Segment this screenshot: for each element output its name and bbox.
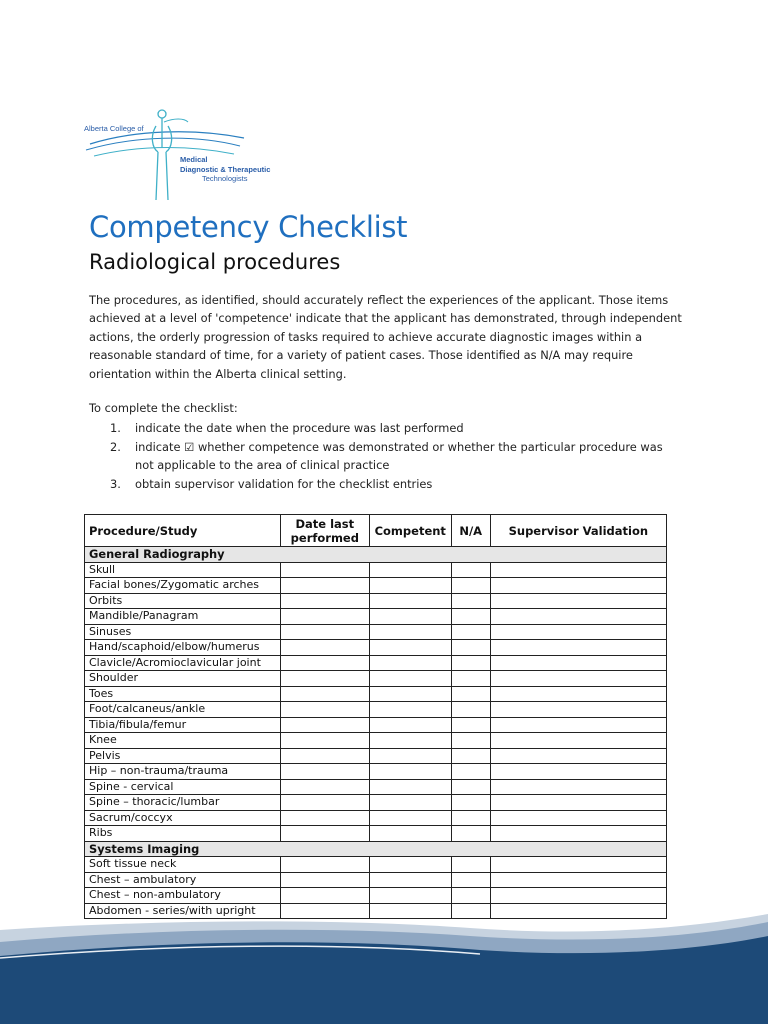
competent-cell[interactable] — [369, 733, 451, 749]
page-title: Competency Checklist — [89, 210, 408, 244]
page-subtitle: Radiological procedures — [89, 250, 341, 274]
na-cell[interactable] — [451, 655, 490, 671]
competent-cell[interactable] — [369, 562, 451, 578]
section-row — [85, 547, 667, 563]
table-row — [85, 795, 667, 811]
na-cell[interactable] — [451, 748, 490, 764]
section-row — [85, 841, 667, 857]
procedure-name: Shoulder — [85, 671, 281, 687]
table-row — [85, 578, 667, 594]
procedure-name: Skull — [85, 562, 281, 578]
procedure-name: Spine - cervical — [85, 779, 281, 795]
table-row — [85, 748, 667, 764]
competent-cell[interactable] — [369, 748, 451, 764]
procedure-name: Clavicle/Acromioclavicular joint — [85, 655, 281, 671]
procedure-name: Spine – thoracic/lumbar — [85, 795, 281, 811]
na-cell[interactable] — [451, 640, 490, 656]
footer-wave — [0, 900, 768, 1024]
date-cell[interactable] — [280, 764, 369, 780]
column-header: N/A — [451, 515, 490, 547]
table-row — [85, 702, 667, 718]
competent-cell[interactable] — [369, 702, 451, 718]
supervisor-cell[interactable] — [490, 810, 666, 826]
supervisor-cell[interactable] — [490, 578, 666, 594]
college-logo — [84, 108, 274, 208]
section-label: General Radiography — [85, 547, 667, 563]
supervisor-cell[interactable] — [490, 764, 666, 780]
date-cell[interactable] — [280, 624, 369, 640]
na-cell[interactable] — [451, 826, 490, 842]
competency-table — [84, 514, 667, 919]
procedure-name: Chest – non-ambulatory — [85, 888, 281, 904]
table-row — [85, 624, 667, 640]
na-cell[interactable] — [451, 609, 490, 625]
date-cell[interactable] — [280, 671, 369, 687]
na-cell[interactable] — [451, 671, 490, 687]
supervisor-cell[interactable] — [490, 826, 666, 842]
date-cell[interactable] — [280, 686, 369, 702]
table-row — [85, 872, 667, 888]
table-row — [85, 609, 667, 625]
na-cell[interactable] — [451, 764, 490, 780]
na-cell[interactable] — [451, 857, 490, 873]
column-header: Competent — [369, 515, 451, 547]
na-cell[interactable] — [451, 717, 490, 733]
competent-cell[interactable] — [369, 655, 451, 671]
column-header: Procedure/Study — [85, 515, 281, 547]
procedure-name: Pelvis — [85, 748, 281, 764]
date-cell[interactable] — [280, 857, 369, 873]
supervisor-cell[interactable] — [490, 686, 666, 702]
date-cell[interactable] — [280, 593, 369, 609]
instruction-step: 3. obtain supervisor validation for the checklist entries — [110, 476, 433, 491]
procedure-name: Orbits — [85, 593, 281, 609]
table-row — [85, 686, 667, 702]
supervisor-cell[interactable] — [490, 857, 666, 873]
procedure-name: Chest – ambulatory — [85, 872, 281, 888]
column-header: Supervisor Validation — [490, 515, 666, 547]
intro-paragraph: The procedures, as identified, should accurately reflect the experiences of the applicant. Those items achieved at a level of 'competence' indicate that the applicant has demonstrated, through independent actions, the orderly progression of tasks required to achieve accurate diagnostic images within a reasonable standard of time, for a variety of patient cases. Those identified as N/A may require orientation within the Alberta clinical setting. — [89, 293, 682, 381]
competent-cell[interactable] — [369, 671, 451, 687]
competent-cell[interactable] — [369, 810, 451, 826]
date-cell[interactable] — [280, 826, 369, 842]
competent-cell[interactable] — [369, 795, 451, 811]
instruction-step: 1. indicate the date when the procedure was last performed — [110, 421, 464, 435]
competent-cell[interactable] — [369, 764, 451, 780]
na-cell[interactable] — [451, 872, 490, 888]
supervisor-cell[interactable] — [490, 733, 666, 749]
competent-cell[interactable] — [369, 857, 451, 873]
procedure-name: Hip – non-trauma/trauma — [85, 764, 281, 780]
supervisor-cell[interactable] — [490, 562, 666, 578]
supervisor-cell[interactable] — [490, 795, 666, 811]
table-row — [85, 857, 667, 873]
na-cell[interactable] — [451, 810, 490, 826]
supervisor-cell[interactable] — [490, 640, 666, 656]
date-cell[interactable] — [280, 562, 369, 578]
date-cell[interactable] — [280, 810, 369, 826]
competent-cell[interactable] — [369, 717, 451, 733]
supervisor-cell[interactable] — [490, 748, 666, 764]
date-cell[interactable] — [280, 609, 369, 625]
table-row — [85, 810, 667, 826]
procedure-name: Foot/calcaneus/ankle — [85, 702, 281, 718]
table-row — [85, 779, 667, 795]
date-cell[interactable] — [280, 872, 369, 888]
date-cell[interactable] — [280, 748, 369, 764]
procedure-name: Knee — [85, 733, 281, 749]
date-cell[interactable] — [280, 779, 369, 795]
competent-cell[interactable] — [369, 578, 451, 594]
na-cell[interactable] — [451, 593, 490, 609]
table-row — [85, 655, 667, 671]
procedure-name: Tibia/fibula/femur — [85, 717, 281, 733]
procedure-name: Facial bones/Zygomatic arches — [85, 578, 281, 594]
procedure-name: Sacrum/coccyx — [85, 810, 281, 826]
section-label: Systems Imaging — [85, 841, 667, 857]
procedure-name: Sinuses — [85, 624, 281, 640]
date-cell[interactable] — [280, 578, 369, 594]
logo-text: Technologists — [202, 174, 248, 183]
na-cell[interactable] — [451, 686, 490, 702]
date-cell[interactable] — [280, 733, 369, 749]
supervisor-cell[interactable] — [490, 609, 666, 625]
na-cell[interactable] — [451, 624, 490, 640]
na-cell[interactable] — [451, 779, 490, 795]
logo-text: Medical Diagnostic & Therapeutic — [180, 155, 271, 174]
competent-cell[interactable] — [369, 640, 451, 656]
na-cell[interactable] — [451, 733, 490, 749]
competent-cell[interactable] — [369, 779, 451, 795]
competent-cell[interactable] — [369, 826, 451, 842]
table-row — [85, 764, 667, 780]
supervisor-cell[interactable] — [490, 624, 666, 640]
supervisor-cell[interactable] — [490, 671, 666, 687]
procedure-name: Toes — [85, 686, 281, 702]
procedure-name: Hand/scaphoid/elbow/humerus — [85, 640, 281, 656]
date-cell[interactable] — [280, 655, 369, 671]
table-row — [85, 593, 667, 609]
instructions-heading: To complete the checklist: — [89, 401, 238, 415]
table-row — [85, 562, 667, 578]
competent-cell[interactable] — [369, 609, 451, 625]
date-cell[interactable] — [280, 640, 369, 656]
date-cell[interactable] — [280, 795, 369, 811]
na-cell[interactable] — [451, 795, 490, 811]
table-row — [85, 640, 667, 656]
instruction-step: 2. indicate ☑ whether competence was demonstrated or whether the particular procedure was not applicable to the area of clinical practice — [110, 439, 663, 473]
procedure-name: Soft tissue neck — [85, 857, 281, 873]
table-row — [85, 671, 667, 687]
supervisor-cell[interactable] — [490, 872, 666, 888]
supervisor-cell[interactable] — [490, 655, 666, 671]
column-header: Date last performed — [280, 515, 369, 547]
table-row — [85, 733, 667, 749]
table-row — [85, 826, 667, 842]
table-row — [85, 717, 667, 733]
na-cell[interactable] — [451, 702, 490, 718]
na-cell[interactable] — [451, 578, 490, 594]
supervisor-cell[interactable] — [490, 593, 666, 609]
competent-cell[interactable] — [369, 686, 451, 702]
date-cell[interactable] — [280, 702, 369, 718]
competent-cell[interactable] — [369, 624, 451, 640]
procedure-name: Ribs — [85, 826, 281, 842]
table-body — [85, 547, 667, 919]
table-header-row — [85, 515, 667, 547]
procedure-name: Mandible/Panagram — [85, 609, 281, 625]
na-cell[interactable] — [451, 562, 490, 578]
date-cell[interactable] — [280, 717, 369, 733]
competent-cell[interactable] — [369, 872, 451, 888]
supervisor-cell[interactable] — [490, 717, 666, 733]
logo-text: Alberta College of — [84, 124, 144, 133]
supervisor-cell[interactable] — [490, 779, 666, 795]
supervisor-cell[interactable] — [490, 702, 666, 718]
instructions-list — [110, 419, 670, 493]
competent-cell[interactable] — [369, 593, 451, 609]
procedure-name: Abdomen - series/with upright — [85, 903, 281, 919]
